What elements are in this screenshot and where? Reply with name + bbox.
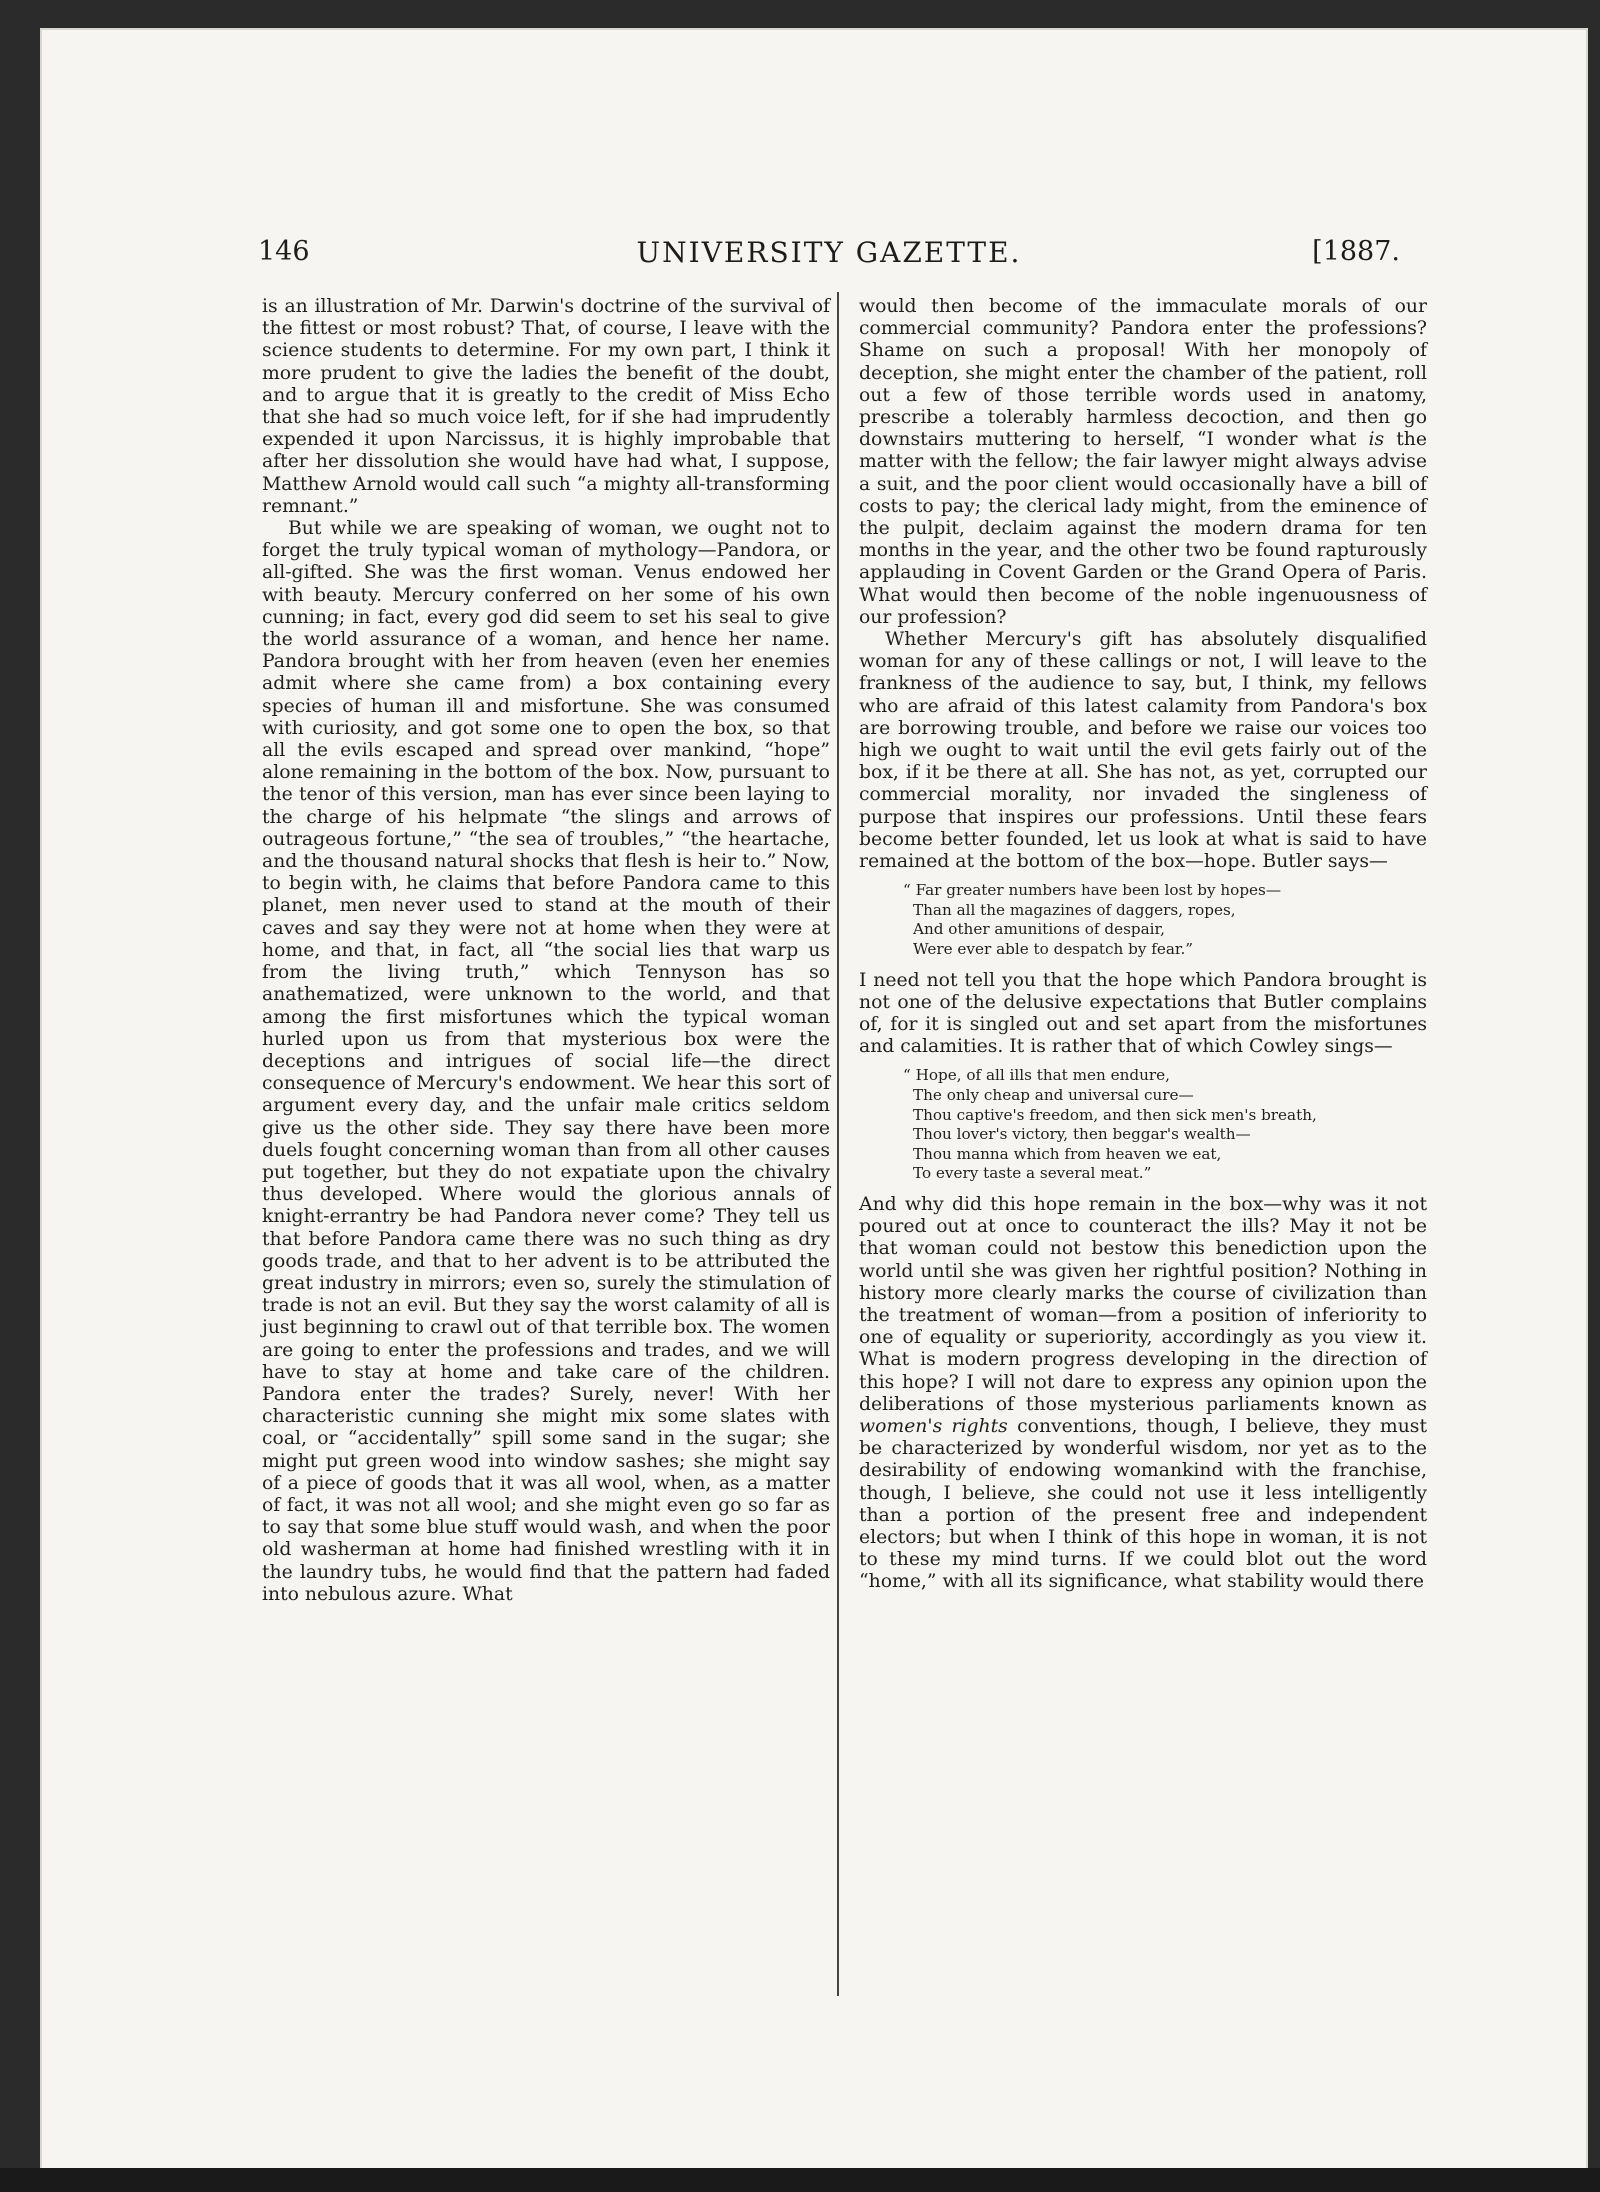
paragraph-text: the matter with the fellow; the fair lawyer might always advise a suit, and the poor client would occasionally have a bill of costs to pay; the clerical lady might, from the eminence of the pulpit, declaim against the modern drama for ten months in the year, and the other two be found rapturously applauding in Covent Garden or the Grand Opera of Paris. What would then become of the noble ingenuousness of our profession? bbox=[859, 429, 1427, 628]
verse-line: Thou manna which from heaven we eat, bbox=[913, 1144, 1222, 1163]
paragraph: is an illustration of Mr. Darwin's doctrine of the survival of the fittest or most robust? That, of course, I leave with the science students to determine. For my own part, I think it more prudent to give the ladies the benefit of the doubt, and to argue that it is greatly to the credit of Miss Echo that she had so much voice left, for if she had imprudently expended it upon Narcissus, it is highly improbable that after her dissolution she would have had what, I suppose, Matthew Arnold would call such “a mighty all-transforming remnant.” bbox=[262, 296, 830, 517]
verse-line: “ Far greater numbers have been lost by hopes— bbox=[903, 881, 1282, 900]
verse-line: To every taste a several meat.” bbox=[913, 1164, 1152, 1183]
verse-line: Thou captive's freedom, and then sick men's breath, bbox=[913, 1105, 1317, 1124]
left-column bbox=[262, 296, 830, 1606]
paragraph-text: would then become of the immaculate morals of our commercial community? Pandora enter the professions? Shame on such a proposal! With her monopoly of deception, she might enter the chamber of the patient, roll out a few of those terrible words used in anatomy, prescribe a tolerably harmless decoction, and then go downstairs muttering to herself, “I wonder what bbox=[859, 296, 1427, 451]
page-year: [1887. bbox=[1312, 236, 1400, 267]
paragraph-text: And why did this hope remain in the box—why was it not poured out at once to counteract the ills? May it not be that woman could not bestow this benediction upon the world until she was given her rightful position? Nothing in history more clearly marks the course of civilization than the treatment of woman—from a position of inferiority to one of equality or superiority, accordingly as you view it. What is modern progress developing in the direction of this hope? I will not dare to express any opinion upon the deliberations of those mysterious parliaments known as bbox=[859, 1194, 1427, 1415]
scan-edge bbox=[0, 2168, 1600, 2192]
verse-quote-cowley bbox=[859, 1066, 1427, 1184]
verse-line: And other amunitions of despair, bbox=[913, 920, 1165, 939]
emphasis-text: women's rights bbox=[859, 1416, 1008, 1438]
page-header bbox=[258, 236, 1400, 276]
verse-line: The only cheap and universal cure— bbox=[913, 1086, 1194, 1105]
verse-line: “ Hope, of all ills that men endure, bbox=[903, 1066, 1170, 1085]
paragraph: I need not tell you that the hope which Pandora brought is not one of the delusive expectations that Butler complains of, for it is singled out and set apart from the misfortunes and calamities. It is rather that of which Cowley sings— bbox=[859, 969, 1427, 1058]
paragraph: Whether Mercury's gift has absolutely disqualified woman for any of these callings or not, I will leave to the frankness of the audience to say, but, I think, my fellows who are afraid of this latest calamity from Pandora's box are borrowing trouble, and before we raise our voices too high we ought to wait until the evil gets fairly out of the box, if it be there at all. She has not, as yet, corrupted our commercial morality, nor invaded the singleness of purpose that inspires our professions. Until these fears become better founded, let us look at what is said to have remained at the bottom of the box—hope. Butler says— bbox=[859, 629, 1427, 873]
paragraph bbox=[859, 1194, 1427, 1594]
right-column bbox=[859, 296, 1427, 1594]
paragraph-text: conventions, though, I believe, they must be characterized by wonderful wisdom, nor yet as to the desirability of endowing womankind with the franchise, though, I believe, she could not use it less intelligently than a portion of the present free and independent electors; but when I think of this hope in woman, it is not to these my mind turns. If we could blot out the word “home,” with all its significance, what stability would there bbox=[859, 1416, 1427, 1593]
column-divider bbox=[837, 292, 839, 1996]
verse-line: Than all the magazines of daggers, ropes, bbox=[913, 900, 1236, 919]
page-number: 146 bbox=[258, 236, 310, 267]
publication-title: UNIVERSITY GAZETTE. bbox=[636, 236, 1022, 269]
emphasis-text: is bbox=[1368, 429, 1385, 451]
paragraph: But while we are speaking of woman, we ought not to forget the truly typical woman of mythology—Pandora, or all-gifted. She was the first woman. Venus endowed her with beauty. Mercury conferred on her some of his own cunning; in fact, every god did seem to set his seal to give the world assurance of a woman, and hence her name. Pandora brought with her from heaven (even her enemies admit where she came from) a box containing every species of human ill and misfortune. She was consumed with curiosity, and got some one to open the box, so that all the evils escaped and spread over mankind, “hope” alone remaining in the bottom of the box. Now, pursuant to the tenor of this version, man has ever since been laying to the charge of his helpmate “the slings and arrows of outrageous fortune,” “the sea of troubles,” “the heartache, and the thousand natural shocks that flesh is heir to.” Now, to begin with, he claims that before Pandora came to this planet, men never used to stand at the mouth of their caves and say they were not at home when they were at home, and that, in fact, all “the social lies that warp us from the living truth,” which Tennyson has so anathematized, were unknown to the world, and that among the first misfortunes which the typical woman hurled upon us from that mysterious box were the deceptions and intrigues of social life—the direct consequence of Mercury's endowment. We hear this sort of argument every day, and the unfair male critics seldom give us the other side. They say there have been more duels fought concerning woman than from all other causes put together, but they do not expatiate upon the chivalry thus developed. Where would the glorious annals of knight-errantry be had Pandora never come? They tell us that before Pandora came there was no such thing as dry goods trade, and that to her advent is to be attributed the great industry in mirrors; even so, surely the stimulation of trade is not an evil. But they say the worst calamity of all is just beginning to crawl out of that terrible box. The women are going to enter the professions and trades, and we will have to stay at home and take care of the children. Pandora enter the trades? Surely, never! With her characteristic cunning she might mix some slates with coal, or “accidentally” spill some sand in the sugar; she might put green wood into window sashes; she might say of a piece of goods that it was all wool, when, as a matter of fact, it was not all wool; and she might even go so far as to say that some blue stuff would wash, and when the poor old washerman at home had finished wrestling with it in the laundry tubs, he would find that the pattern had faded into nebulous azure. What bbox=[262, 518, 830, 1605]
verse-line: Thou lover's victory, then beggar's wealth— bbox=[913, 1125, 1251, 1144]
verse-quote-butler bbox=[859, 881, 1427, 959]
verse-line: Were ever able to despatch by fear.” bbox=[913, 940, 1194, 959]
paragraph bbox=[859, 296, 1427, 629]
